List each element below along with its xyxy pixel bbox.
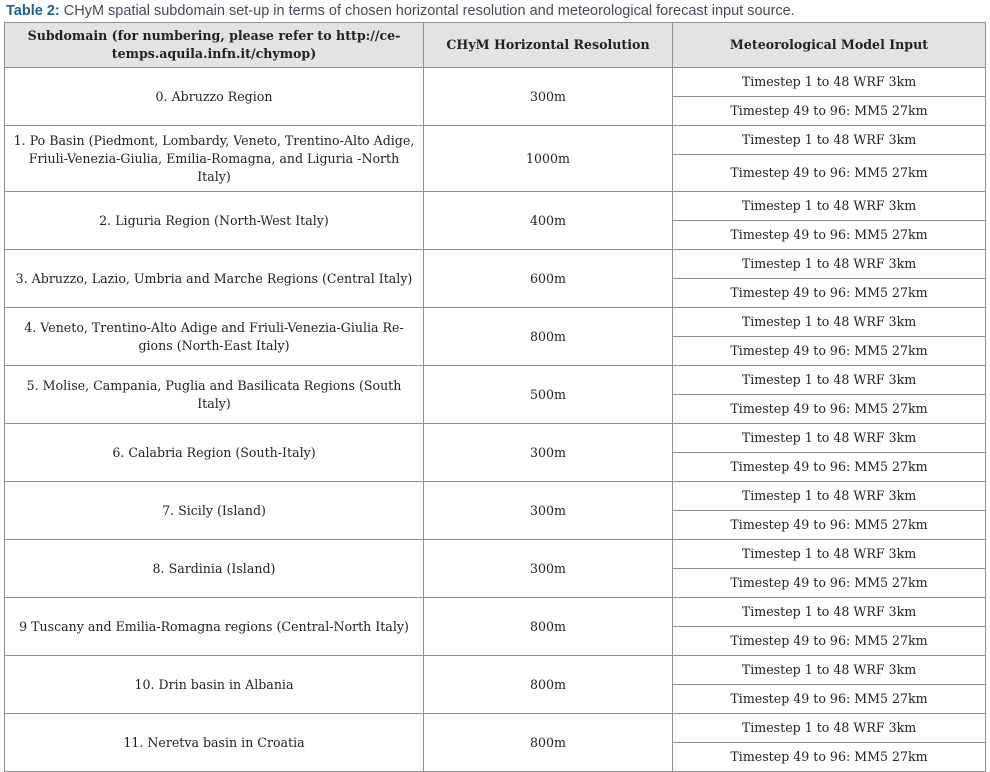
cell-input-mm5: Timestep 49 to 96: MM5 27km xyxy=(673,685,986,714)
cell-resolution: 800m xyxy=(424,714,673,772)
table-row xyxy=(5,598,986,627)
cell-subdomain: 7. Sicily (Island) xyxy=(5,482,424,540)
table-row xyxy=(5,366,986,395)
cell-input-wrf: Timestep 1 to 48 WRF 3km xyxy=(673,192,986,221)
cell-input-wrf: Timestep 1 to 48 WRF 3km xyxy=(673,68,986,97)
cell-resolution: 800m xyxy=(424,656,673,714)
table-row xyxy=(5,482,986,511)
cell-input-wrf: Timestep 1 to 48 WRF 3km xyxy=(673,366,986,395)
cell-input-wrf: Timestep 1 to 48 WRF 3km xyxy=(673,126,986,155)
cell-input-mm5: Timestep 49 to 96: MM5 27km xyxy=(673,337,986,366)
caption-label: Table 2: xyxy=(6,3,60,19)
table-row xyxy=(5,424,986,453)
cell-input-mm5: Timestep 49 to 96: MM5 27km xyxy=(673,279,986,308)
table-row xyxy=(5,250,986,279)
cell-input-mm5: Timestep 49 to 96: MM5 27km xyxy=(673,97,986,126)
cell-input-mm5: Timestep 49 to 96: MM5 27km xyxy=(673,569,986,598)
cell-input-wrf: Timestep 1 to 48 WRF 3km xyxy=(673,250,986,279)
cell-subdomain: 6. Calabria Region (South-Italy) xyxy=(5,424,424,482)
cell-resolution: 300m xyxy=(424,424,673,482)
cell-input-mm5: Timestep 49 to 96: MM5 27km xyxy=(673,395,986,424)
cell-subdomain: 4. Veneto, Trentino-Alto Adige and Friuli-Venezia-Giulia Re-gions (North-East Italy) xyxy=(5,308,424,366)
cell-subdomain: 8. Sardinia (Island) xyxy=(5,540,424,598)
subdomain-table xyxy=(4,22,986,772)
cell-input-wrf: Timestep 1 to 48 WRF 3km xyxy=(673,540,986,569)
cell-subdomain: 3. Abruzzo, Lazio, Umbria and Marche Regions (Central Italy) xyxy=(5,250,424,308)
cell-subdomain: 5. Molise, Campania, Puglia and Basilicata Regions (South Italy) xyxy=(5,366,424,424)
cell-input-wrf: Timestep 1 to 48 WRF 3km xyxy=(673,482,986,511)
cell-resolution: 800m xyxy=(424,308,673,366)
cell-subdomain: 9 Tuscany and Emilia-Romagna regions (Central-North Italy) xyxy=(5,598,424,656)
header-resolution: CHyM Horizontal Resolution xyxy=(424,23,673,68)
cell-input-wrf: Timestep 1 to 48 WRF 3km xyxy=(673,656,986,685)
table-row xyxy=(5,192,986,221)
cell-input-wrf: Timestep 1 to 48 WRF 3km xyxy=(673,308,986,337)
cell-resolution: 300m xyxy=(424,540,673,598)
table-body xyxy=(5,68,986,772)
table-row xyxy=(5,308,986,337)
cell-input-mm5: Timestep 49 to 96: MM5 27km xyxy=(673,221,986,250)
header-row xyxy=(5,23,986,68)
cell-input-mm5: Timestep 49 to 96: MM5 27km xyxy=(673,743,986,772)
cell-subdomain: 11. Neretva basin in Croatia xyxy=(5,714,424,772)
cell-input-wrf: Timestep 1 to 48 WRF 3km xyxy=(673,424,986,453)
header-input: Meteorological Model Input xyxy=(673,23,986,68)
cell-resolution: 500m xyxy=(424,366,673,424)
table-row xyxy=(5,714,986,743)
table-row xyxy=(5,68,986,97)
cell-subdomain: 0. Abruzzo Region xyxy=(5,68,424,126)
table-row xyxy=(5,126,986,155)
cell-resolution: 300m xyxy=(424,68,673,126)
cell-subdomain: 10. Drin basin in Albania xyxy=(5,656,424,714)
cell-input-wrf: Timestep 1 to 48 WRF 3km xyxy=(673,714,986,743)
cell-resolution: 800m xyxy=(424,598,673,656)
cell-subdomain: 1. Po Basin (Piedmont, Lombardy, Veneto, Trentino-Alto Adige, Friuli-Venezia-Giulia, Emilia-Romagna, and Liguria -North Italy) xyxy=(5,126,424,192)
cell-input-mm5: Timestep 49 to 96: MM5 27km xyxy=(673,627,986,656)
table-caption xyxy=(6,1,986,21)
cell-input-mm5: Timestep 49 to 96: MM5 27km xyxy=(673,155,986,192)
cell-input-mm5: Timestep 49 to 96: MM5 27km xyxy=(673,511,986,540)
table-row xyxy=(5,656,986,685)
table-row xyxy=(5,540,986,569)
cell-subdomain: 2. Liguria Region (North-West Italy) xyxy=(5,192,424,250)
cell-resolution: 400m xyxy=(424,192,673,250)
cell-input-mm5: Timestep 49 to 96: MM5 27km xyxy=(673,453,986,482)
header-subdomain: Subdomain (for numbering, please refer to http://ce-temps.aquila.infn.it/chymop) xyxy=(5,23,424,68)
caption-text: CHyM spatial subdomain set-up in terms of chosen horizontal resolution and meteorological forecast input source. xyxy=(59,3,795,19)
cell-resolution: 300m xyxy=(424,482,673,540)
cell-input-wrf: Timestep 1 to 48 WRF 3km xyxy=(673,598,986,627)
cell-resolution: 1000m xyxy=(424,126,673,192)
cell-resolution: 600m xyxy=(424,250,673,308)
